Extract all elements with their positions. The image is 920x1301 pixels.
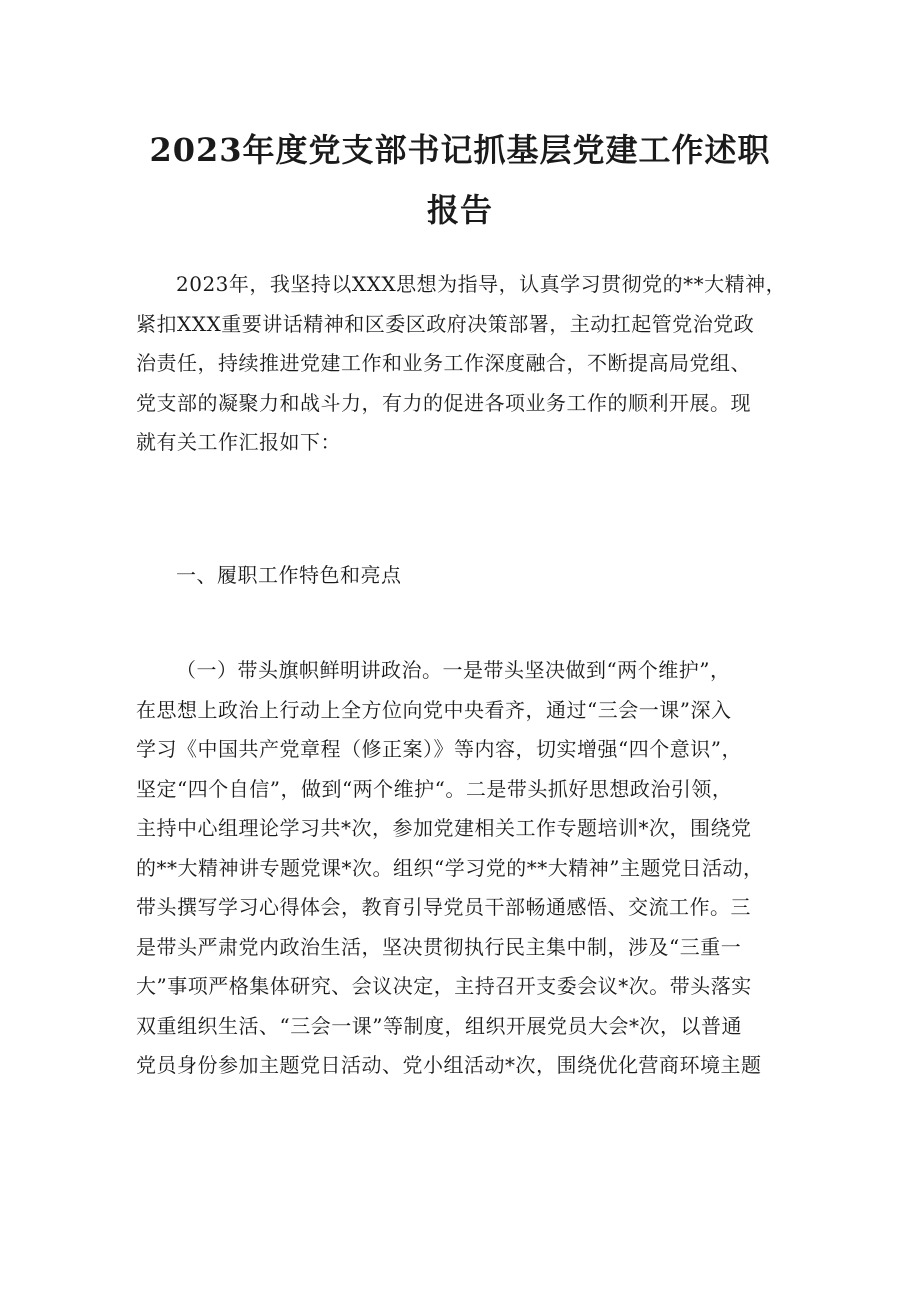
paragraph-line: （一）带头旗帜鲜明讲政治。一是带头坚决做到“两个维护”， [176, 658, 731, 682]
body-paragraph [136, 651, 800, 1086]
document-title [128, 120, 792, 240]
section-heading: 一、履职工作特色和亮点 [176, 563, 402, 587]
paragraph-line: 坚定“四个自信”，做到“两个维护“。二是带头抓好思想政治引领， [136, 776, 733, 801]
intro-paragraph [136, 265, 800, 463]
intro-line: 治责任，持续推进党建工作和业务工作深度融合，不断提高局党组、 [136, 351, 751, 375]
paragraph-line: 在思想上政治上行动上全方位向党中央看齐，通过“三会一课”深入 [136, 697, 732, 722]
title-line-1: 2023年度党支部书记抓基层党建工作述职 [149, 131, 771, 169]
title-line-2: 报告 [426, 191, 493, 229]
paragraph-line: 党员身份参加主题党日活动、党小组活动*次，围绕优化营商环境主题 [136, 1053, 762, 1077]
intro-line: 党支部的凝聚力和战斗力，有力的促进各项业务工作的顺利开展。现 [136, 390, 751, 415]
paragraph-line: 双重组织生活、“三会一课”等制度，组织开展党员大会*次，以普通 [136, 1013, 742, 1038]
intro-line: 就有关工作汇报如下： [136, 430, 341, 454]
paragraph-line: 学习《中国共产党章程（修正案）》等内容，切实增强“四个意识”， [136, 737, 742, 761]
paragraph-line: 主持中心组理论学习共*次，参加党建相关工作专题培训*次，围绕党 [136, 816, 752, 840]
paragraph-line: 是带头严肃党内政治生活，坚决贯彻执行民主集中制，涉及“三重一 [136, 934, 742, 959]
intro-line: 紧扣XXX重要讲话精神和区委区政府决策部署，主动扛起管党治党政 [136, 311, 755, 336]
paragraph-line: 大”事项严格集体研究、会议决定，主持召开支委会议*次。带头落实 [136, 974, 752, 998]
paragraph-line: 带头撰写学习心得体会，教育引导党员干部畅通感悟、交流工作。三 [136, 895, 751, 919]
intro-line: 2023年，我坚持以XXX思想为指导，认真学习贯彻党的**大精神， [176, 272, 787, 296]
paragraph-line: 的**大精神讲专题党课*次。组织“学习党的**大精神”主题党日活动， [136, 855, 764, 880]
